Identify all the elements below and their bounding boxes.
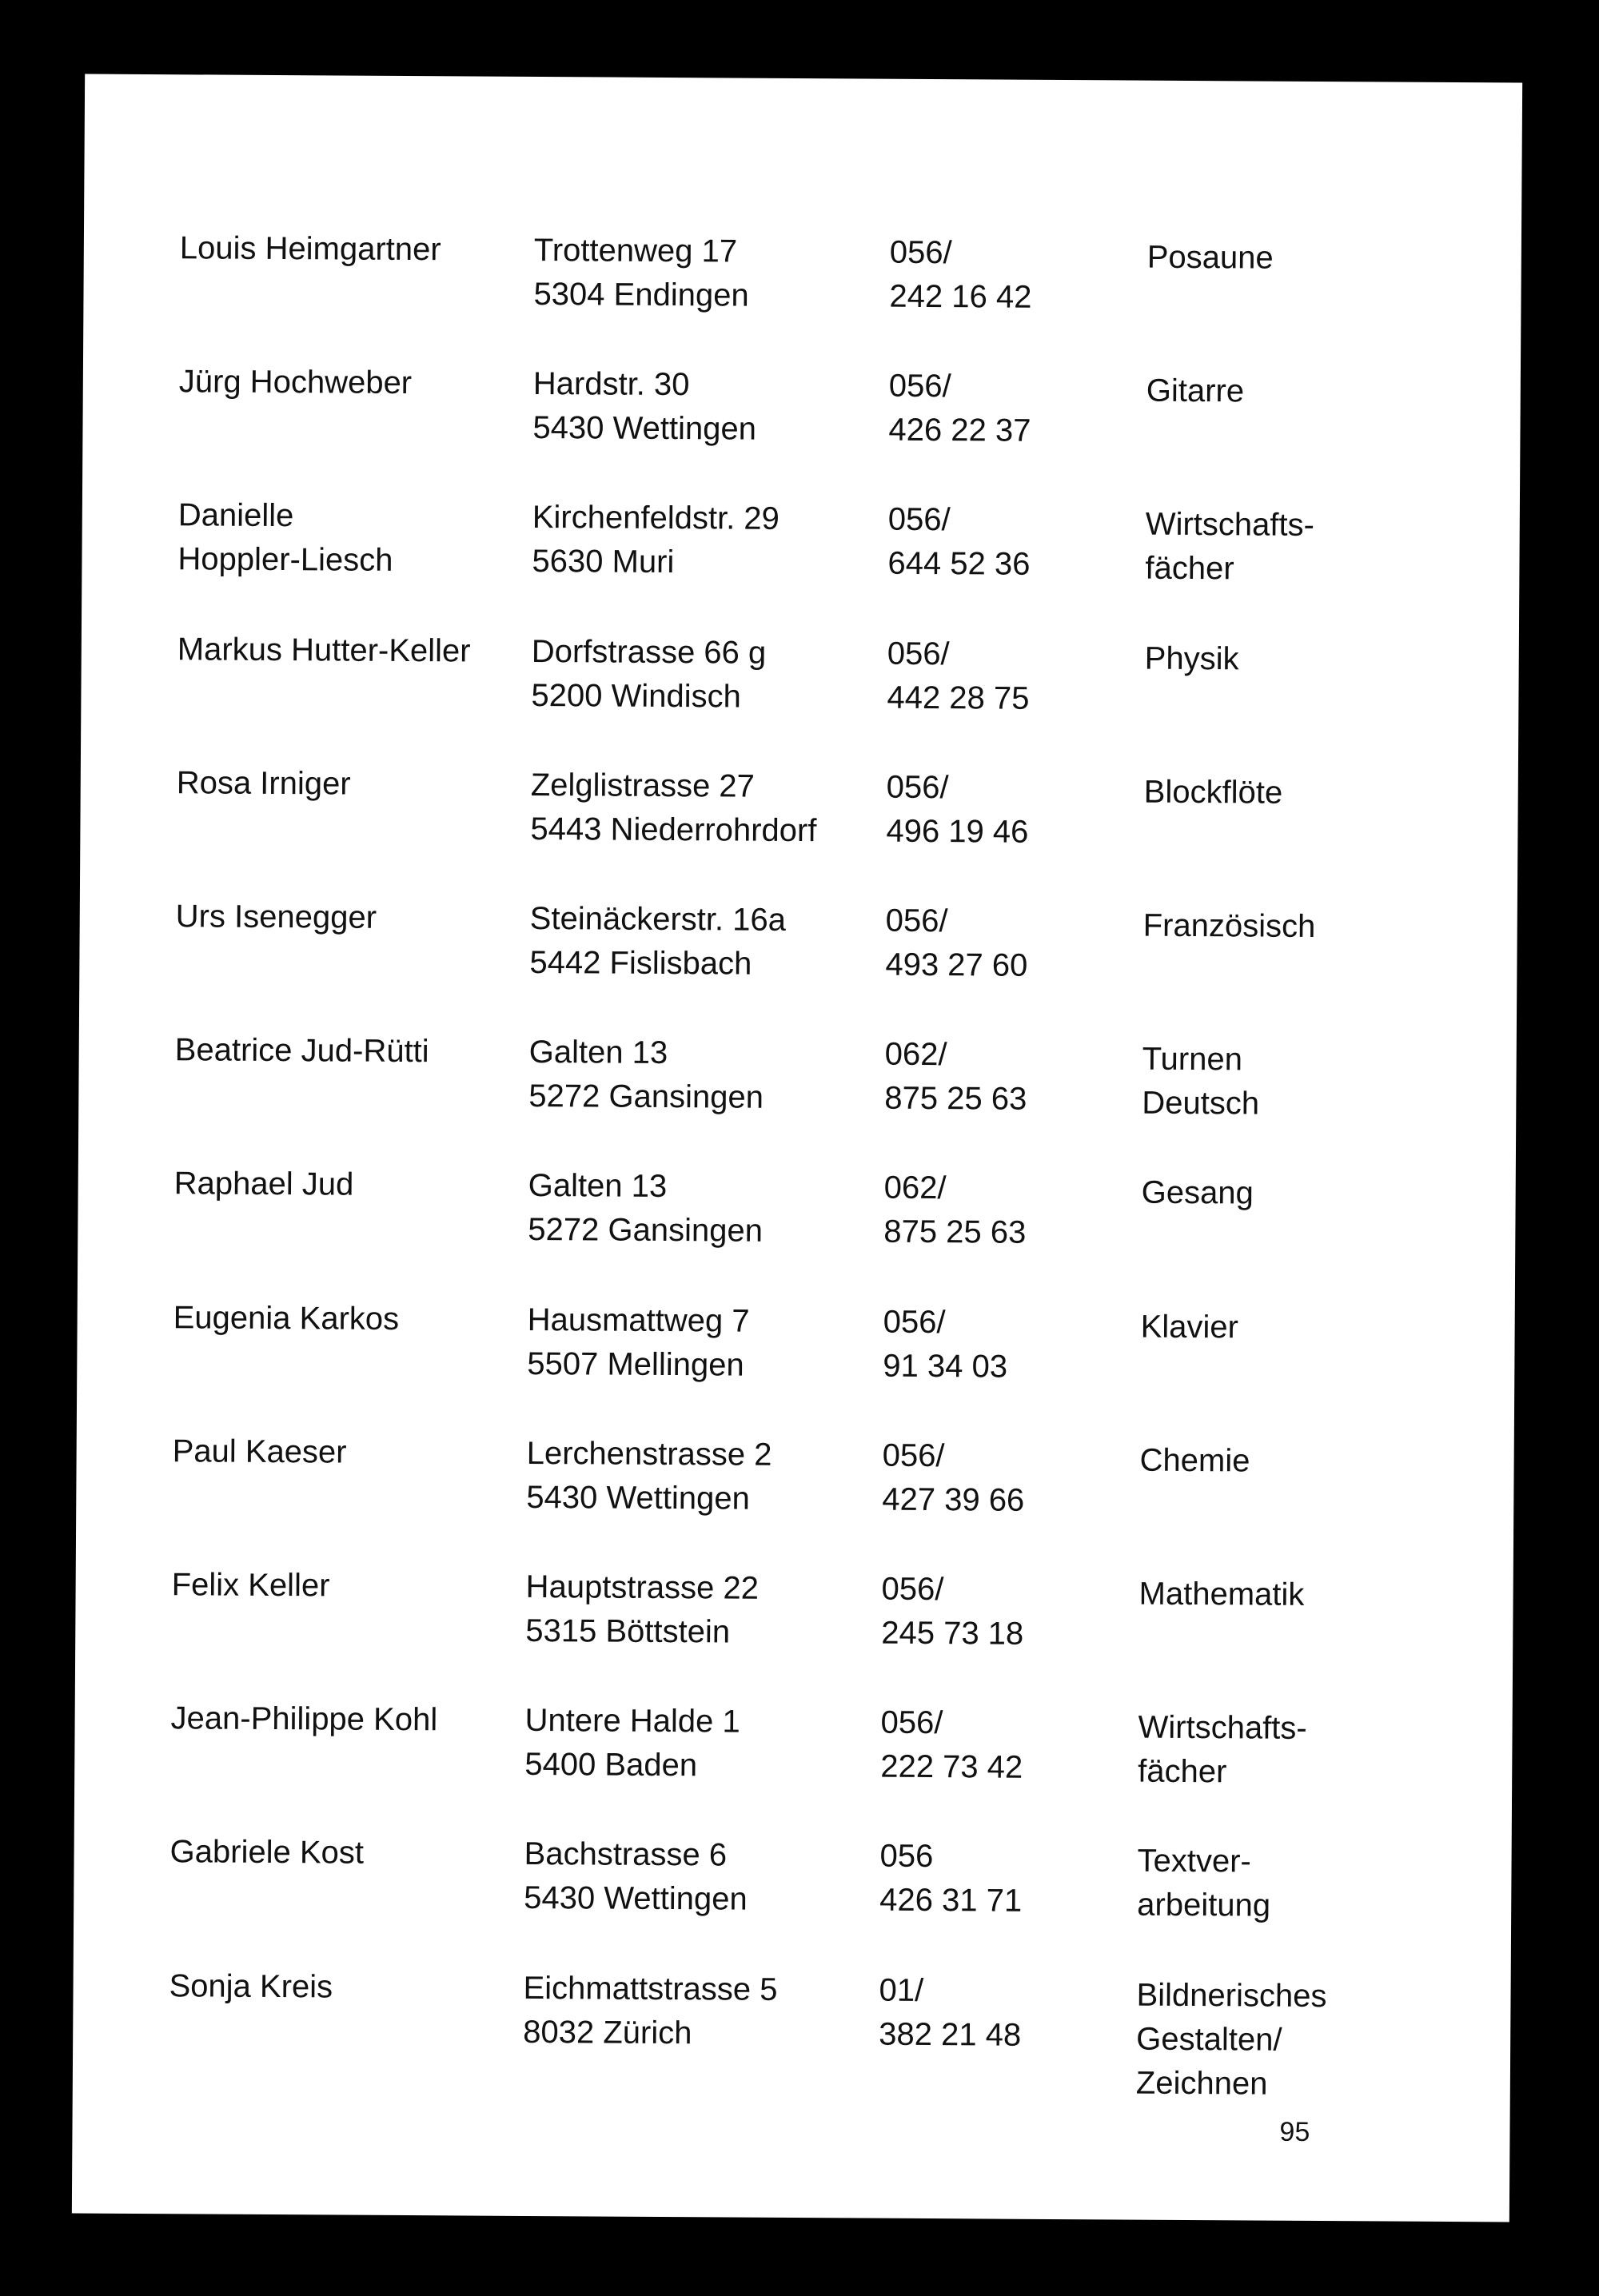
entry-address-line: Zelglistrasse 27 [530, 767, 756, 804]
entry-subject-line: Physik [1144, 640, 1239, 676]
entry-phone-line: 056/ [880, 1704, 943, 1741]
entry-phone [879, 1968, 1022, 2057]
entry-subject-line: Textver- [1137, 1844, 1251, 1879]
entry-subject-line: Französisch [1142, 907, 1316, 944]
entry-subject [1140, 1305, 1238, 1349]
entry-name-line: Felix Keller [171, 1567, 330, 1604]
entry-phone [887, 498, 1031, 587]
entry-subject-line: Gitarre [1146, 373, 1245, 409]
entry-name [169, 1831, 364, 1875]
entry-address [528, 1164, 763, 1254]
entry-name [179, 360, 413, 405]
entry-subject-line: Posaune [1146, 239, 1274, 276]
entry-name [175, 1028, 429, 1074]
entry-name [169, 1964, 333, 2009]
entry-phone [879, 1835, 1023, 1923]
entry-address-line: Steinäckerstr. 16a [529, 900, 787, 938]
entry-phone-line: 493 27 60 [885, 947, 1028, 983]
entry-address [529, 897, 786, 987]
directory-entry [75, 1562, 1513, 1707]
entry-subject-line: Blockflöte [1143, 774, 1283, 811]
directory-entry [82, 360, 1521, 504]
directory-entry [81, 627, 1519, 771]
entry-phone [885, 899, 1028, 988]
entry-phone-line: 056/ [889, 234, 952, 271]
entry-subject [1147, 236, 1274, 281]
entry-address-line: 5272 Gansingen [528, 1078, 764, 1115]
entry-name [171, 1563, 329, 1608]
entry-subject-line: Wirtschafts- [1145, 507, 1315, 544]
entry-address-line: Hardstr. 30 [532, 366, 690, 403]
entry-name-line: Danielle [177, 497, 294, 534]
entry-phone-line: 426 31 71 [879, 1883, 1023, 1919]
entry-phone-line: 056/ [882, 1437, 945, 1473]
entry-phone-line: 644 52 36 [887, 546, 1031, 583]
entry-subject-line: fächer [1138, 1753, 1227, 1790]
entry-phone-line: 056/ [881, 1571, 944, 1608]
entry-phone-line: 442 28 75 [887, 680, 1030, 716]
entry-address-line: 5430 Wettingen [526, 1479, 750, 1517]
entry-subject-line: Bildnerisches [1136, 1977, 1327, 2014]
entry-address-line: 5315 Böttstein [525, 1612, 731, 1650]
entry-subject-line: Turnen [1142, 1041, 1243, 1078]
entry-name [174, 1162, 354, 1207]
directory-entry [79, 895, 1517, 1039]
entry-address [532, 362, 756, 452]
entry-subject [1138, 1706, 1307, 1795]
entry-name [172, 1429, 346, 1474]
entry-address-line: Eichmattstrasse 5 [523, 1970, 778, 2007]
entry-phone-line: 496 19 46 [886, 813, 1029, 850]
entry-address-line: Hausmattweg 7 [527, 1301, 750, 1339]
entry-subject [1145, 503, 1314, 592]
entry-phone-line: 242 16 42 [889, 278, 1032, 315]
entry-name [173, 1296, 400, 1341]
entry-address-line: Bachstrasse 6 [524, 1836, 728, 1873]
entry-address [524, 1699, 740, 1788]
entry-name [177, 761, 351, 806]
entry-name-line: Beatrice Jud-Rütti [174, 1032, 429, 1070]
entry-phone-line: 91 34 03 [883, 1348, 1008, 1385]
directory-entry [74, 1696, 1513, 1841]
entry-phone-line: 222 73 42 [880, 1748, 1023, 1785]
entry-subject [1145, 636, 1239, 681]
entry-address [532, 496, 780, 585]
entry-phone-line: 01/ [879, 1972, 924, 2008]
entry-address-line: 5200 Windisch [531, 677, 741, 715]
entry-phone-line: 056/ [887, 502, 951, 538]
entry-phone-line: 056/ [883, 1304, 946, 1340]
entry-phone [886, 765, 1029, 854]
entry-subject [1139, 1438, 1250, 1483]
entry-address-line: 5507 Mellingen [527, 1345, 744, 1383]
directory-entry [78, 1028, 1517, 1173]
entry-phone [883, 1166, 1027, 1255]
entry-name-line: Louis Heimgartner [179, 230, 441, 268]
entry-address-line: Trottenweg 17 [533, 232, 738, 269]
directory-entry [80, 760, 1518, 905]
entry-phone [888, 365, 1031, 453]
entry-phone [883, 1300, 1007, 1389]
entry-name [176, 895, 377, 940]
entry-phone [880, 1701, 1023, 1790]
entry-subject-line: Gesang [1141, 1175, 1254, 1211]
entry-subject-line: Zeichnen [1135, 2065, 1268, 2102]
entry-address [528, 1030, 764, 1120]
entry-address [524, 1832, 748, 1922]
entry-address-line: Dorfstrasse 66 g [531, 633, 767, 671]
entry-subject-line: Mathematik [1138, 1576, 1305, 1612]
entry-name-line: Sonja Kreis [169, 1967, 333, 2005]
entry-phone-line: 426 22 37 [888, 412, 1031, 448]
directory-entry [77, 1295, 1515, 1440]
entry-address [531, 630, 766, 719]
entry-subject-line: Deutsch [1142, 1085, 1260, 1122]
entry-phone [881, 1568, 1024, 1656]
entry-subject-line: Chemie [1139, 1442, 1250, 1479]
entry-name [177, 628, 471, 673]
entry-phone-line: 056 [879, 1839, 934, 1875]
entry-address-line: 5430 Wettingen [524, 1880, 748, 1918]
entry-address [523, 1967, 778, 2056]
entry-name-line: Urs Isenegger [175, 899, 377, 935]
entry-address-line: Lerchenstrasse 2 [526, 1435, 772, 1473]
entry-address-line: Galten 13 [528, 1034, 668, 1071]
entry-phone [887, 632, 1030, 720]
entry-subject-line: fächer [1145, 551, 1234, 587]
directory-entry [74, 1830, 1512, 1975]
entry-address-line: Untere Halde 1 [524, 1703, 740, 1740]
entry-phone-line: 062/ [883, 1170, 947, 1206]
teacher-directory [85, 74, 1522, 2102]
entry-subject [1142, 1038, 1259, 1126]
entry-phone-line: 875 25 63 [883, 1214, 1027, 1251]
entry-name-line: Eugenia Karkos [173, 1299, 400, 1337]
entry-address-line: Hauptstrasse 22 [525, 1569, 760, 1606]
entry-phone-line: 382 21 48 [879, 2016, 1022, 2053]
entry-name [180, 226, 441, 272]
entry-phone [889, 231, 1032, 320]
entry-name-line: Markus Hutter-Keller [177, 631, 471, 669]
entry-name [177, 494, 393, 584]
directory-entry [83, 226, 1521, 371]
entry-address [525, 1565, 759, 1655]
entry-phone-line: 056/ [885, 903, 948, 939]
entry-subject [1138, 1573, 1304, 1617]
entry-subject [1143, 904, 1316, 949]
entry-address-line: Kirchenfeldstr. 29 [532, 500, 780, 537]
entry-address-line: 5430 Wettingen [532, 410, 757, 447]
entry-subject [1136, 1973, 1327, 2106]
entry-address-line: 5442 Fislisbach [529, 944, 752, 982]
entry-subject [1146, 369, 1245, 414]
entry-name-line: Raphael Jud [173, 1166, 354, 1203]
entry-subject-line: Klavier [1140, 1309, 1239, 1345]
directory-entry [78, 1162, 1516, 1306]
directory-entry [76, 1429, 1514, 1573]
entry-address-line: 5272 Gansingen [528, 1212, 764, 1250]
entry-address [530, 763, 817, 853]
entry-address [526, 1432, 772, 1521]
entry-address-line: 5443 Niederrohrdorf [530, 811, 817, 848]
entry-subject [1144, 770, 1283, 815]
entry-address-line: Galten 13 [528, 1168, 668, 1205]
entry-phone-line: 062/ [884, 1036, 947, 1073]
entry-address-line: 8032 Zürich [523, 2014, 692, 2051]
page-number: 95 [1279, 2116, 1310, 2147]
entry-phone [884, 1033, 1027, 1122]
document-page [72, 74, 1522, 2222]
entry-address [527, 1298, 750, 1388]
entry-name-line: Gabriele Kost [169, 1834, 365, 1871]
entry-subject-line: arbeitung [1137, 1887, 1271, 1924]
entry-phone-line: 427 39 66 [882, 1481, 1025, 1518]
entry-phone-line: 875 25 63 [884, 1080, 1027, 1117]
entry-address-line: 5400 Baden [524, 1747, 698, 1784]
entry-name-line: Jürg Hochweber [178, 364, 413, 401]
entry-name-line: Hoppler-Liesch [177, 541, 393, 579]
entry-subject-line: Wirtschafts- [1138, 1709, 1307, 1747]
entry-phone [882, 1433, 1025, 1522]
entry-subject [1141, 1171, 1253, 1216]
entry-address-line: 5304 Endingen [533, 276, 749, 313]
entry-name [170, 1696, 437, 1742]
entry-subject-line: Gestalten/ [1136, 2021, 1282, 2058]
entry-phone-line: 245 73 18 [881, 1615, 1024, 1652]
entry-name-line: Jean-Philippe Kohl [170, 1700, 438, 1738]
entry-name-line: Paul Kaeser [172, 1433, 347, 1470]
directory-entry [73, 1963, 1511, 2108]
entry-address [533, 229, 749, 318]
entry-subject [1137, 1840, 1270, 1928]
directory-entry [82, 493, 1520, 638]
entry-name-line: Rosa Irniger [176, 765, 351, 802]
entry-address-line: 5630 Muri [532, 544, 675, 580]
entry-phone-line: 056/ [886, 769, 949, 805]
entry-phone-line: 056/ [888, 368, 951, 405]
entry-phone-line: 056/ [887, 636, 950, 672]
